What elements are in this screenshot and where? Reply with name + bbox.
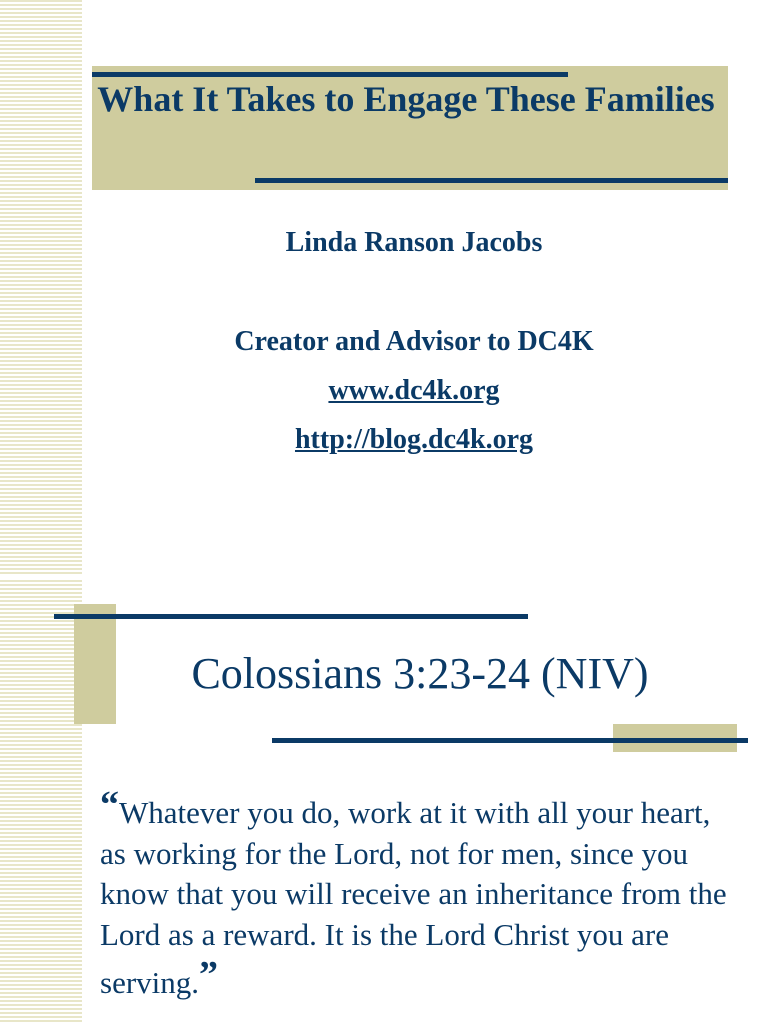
- title-bottom-rule: [255, 178, 728, 183]
- tan-accent-left: [74, 604, 116, 724]
- open-quote-mark: “: [100, 784, 119, 826]
- title-top-rule: [54, 614, 528, 619]
- scripture-reference: Colossians 3:23-24 (NIV): [191, 649, 649, 698]
- scripture-quote: [100, 785, 740, 1004]
- author-name: Linda Ranson Jacobs: [285, 227, 543, 258]
- slide-2: [0, 580, 768, 1024]
- title-bottom-rule: [272, 738, 748, 743]
- striped-sidebar: [0, 0, 82, 575]
- slide-title: What It Takes to Engage These Families: [97, 79, 715, 119]
- blog-link[interactable]: http://blog.dc4k.org: [294, 424, 534, 455]
- quote-text: Whatever you do, work at it with all your heart, as working for the Lord, not for men, since you know that you will receive an inheritance from the Lord as a reward. It is the Lord Christ you are serving.: [100, 795, 727, 1000]
- website-link[interactable]: www.dc4k.org: [328, 375, 500, 406]
- close-quote-mark: ”: [199, 954, 219, 996]
- author-role: Creator and Advisor to DC4K: [234, 326, 594, 357]
- striped-sidebar: [0, 580, 82, 1024]
- title-top-rule: [92, 72, 568, 77]
